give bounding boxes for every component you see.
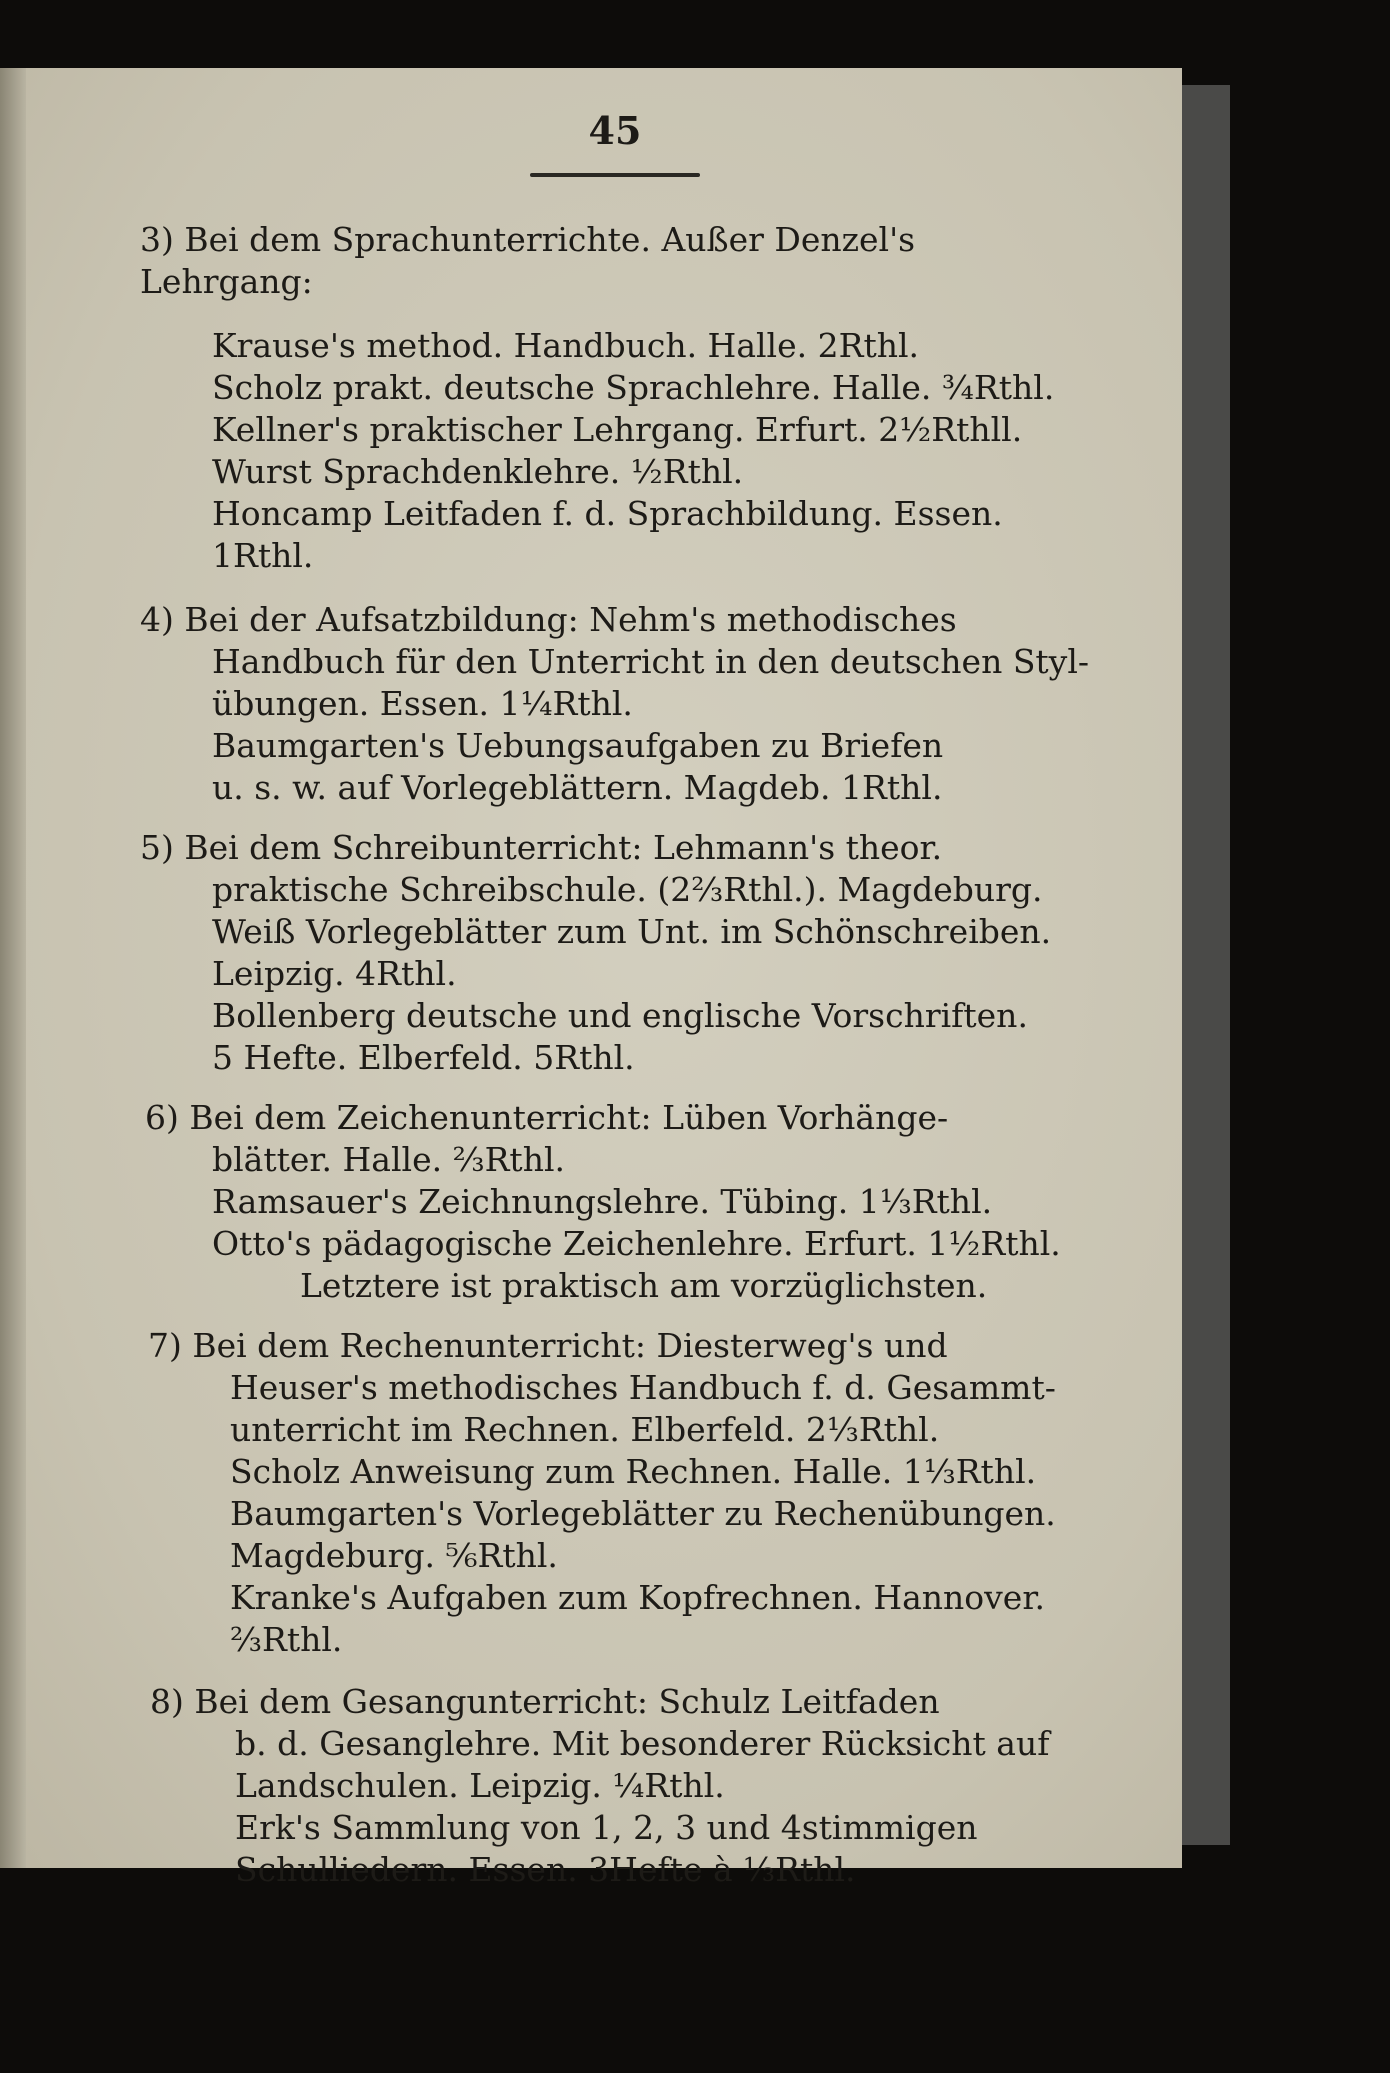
text-line: Landschulen. Leipzig. ¼Rthl. (235, 1766, 725, 1805)
text-line: Baumgarten's Vorlegeblätter zu Rechenübungen. (230, 1494, 1056, 1533)
text-line: Kellner's praktischer Lehrgang. Erfurt. 2½Rthll. (212, 410, 1023, 449)
text-line: Heuser's methodisches Handbuch f. d. Gesammt- (230, 1368, 1056, 1407)
text-line: 6) Bei dem Zeichenunterricht: Lüben Vorhänge- (145, 1098, 949, 1137)
text-line: Kranke's Aufgaben zum Kopfrechnen. Hannover. (230, 1578, 1045, 1617)
text-line: Letztere ist praktisch am vorzüglichsten. (300, 1266, 988, 1305)
text-line: praktische Schreibschule. (2⅔Rthl.). Magdeburg. (212, 870, 1043, 909)
text-line: Handbuch für den Unterricht in den deutschen Styl- (212, 642, 1090, 681)
text-line: Baumgarten's Uebungsaufgaben zu Briefen (212, 726, 944, 765)
text-line: 1Rthl. (212, 536, 314, 575)
text-line: 5) Bei dem Schreibunterricht: Lehmann's theor. (140, 828, 943, 867)
text-line: Leipzig. 4Rthl. (212, 954, 457, 993)
text-line: b. d. Gesanglehre. Mit besonderer Rücksicht auf (235, 1724, 1050, 1763)
text-line: 8) Bei dem Gesangunterricht: Schulz Leitfaden (150, 1682, 940, 1721)
text-line: Ramsauer's Zeichnungslehre. Tübing. 1⅓Rthl. (212, 1182, 993, 1221)
text-line: blätter. Halle. ⅔Rthl. (212, 1140, 565, 1179)
text-line: Erk's Sammlung von 1, 2, 3 und 4stimmigen (235, 1808, 978, 1847)
text-line: Wurst Sprachdenklehre. ½Rthl. (212, 452, 744, 491)
text-line: ⅔Rthl. (230, 1620, 343, 1659)
header-rule (530, 173, 700, 177)
text-line: Bollenberg deutsche und englische Vorschriften. (212, 996, 1028, 1035)
text-line: Weiß Vorlegeblätter zum Unt. im Schönschreiben. (212, 912, 1052, 951)
text-line: u. s. w. auf Vorlegeblättern. Magdeb. 1Rthl. (212, 768, 943, 807)
book-spine (0, 68, 26, 1868)
text-line: 3) Bei dem Sprachunterrichte. Außer Denzel's (140, 220, 916, 259)
text-line: Krause's method. Handbuch. Halle. 2Rthl. (212, 326, 920, 365)
text-line: Schulliedern. Essen. 3Hefte à ⅓Rthl. (235, 1850, 856, 1889)
text-line: Magdeburg. ⅚Rthl. (230, 1536, 558, 1575)
page-number: 45 (588, 108, 642, 153)
text-line: unterricht im Rechnen. Elberfeld. 2⅓Rthl. (230, 1410, 940, 1449)
text-line: Scholz prakt. deutsche Sprachlehre. Halle. ¾Rthl. (212, 368, 1055, 407)
text-line: Lehrgang: (140, 262, 313, 301)
text-line: Honcamp Leitfaden f. d. Sprachbildung. Essen. (212, 494, 1003, 533)
book-page (0, 68, 1182, 1889)
text-line: 4) Bei der Aufsatzbildung: Nehm's methodisches (140, 600, 957, 639)
text-line: 7) Bei dem Rechenunterricht: Diesterweg's und (148, 1326, 948, 1365)
text-line: Scholz Anweisung zum Rechnen. Halle. 1⅓Rthl. (230, 1452, 1037, 1491)
text-line: Otto's pädagogische Zeichenlehre. Erfurt. 1½Rthl. (212, 1224, 1061, 1263)
text-line: übungen. Essen. 1¼Rthl. (212, 684, 633, 723)
text-line: 5 Hefte. Elberfeld. 5Rthl. (212, 1038, 635, 1077)
